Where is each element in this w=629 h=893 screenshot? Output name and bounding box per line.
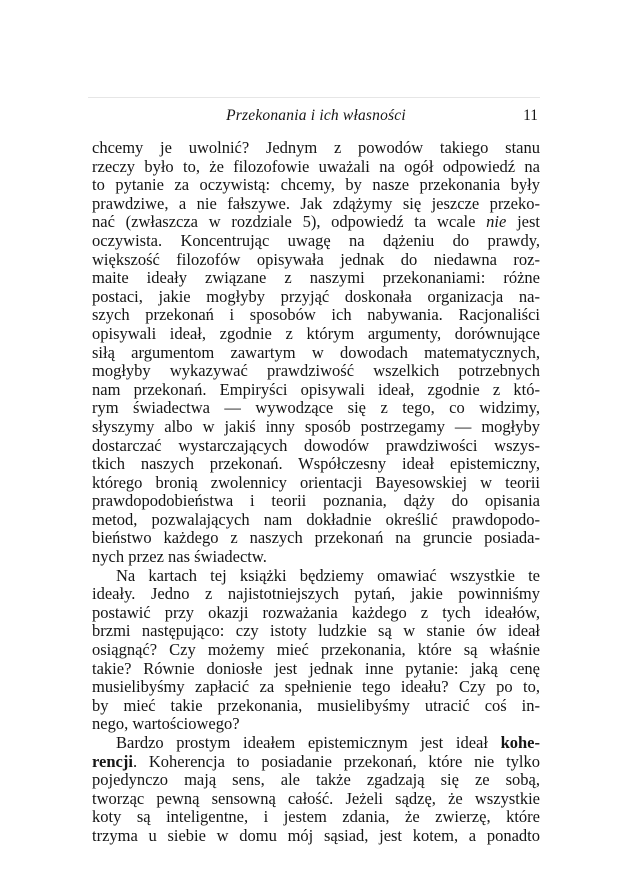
text-line: osiągnąć? Czy możemy mieć przekonania, które są właśnie — [92, 640, 540, 660]
text-line: maite ideały związane z naszymi przekonaniami: różne — [92, 268, 540, 288]
text-line: rzeczy było to, że filozofowie uważali na ogół odpowiedź na — [92, 156, 540, 176]
text-line: opisywali ideał, zgodnie z którym argumenty, dorównujące — [92, 323, 540, 343]
italic-word: nie — [486, 212, 507, 232]
text-line — [92, 734, 540, 753]
text-line: musielibyśmy zapłacić za spełnienie tego ideału? Czy po to, — [92, 677, 540, 697]
text-line: rym świadectwa — wywodzące się z tego, co widzimy, — [92, 398, 540, 418]
scan-artifact-line — [88, 97, 540, 98]
text-line: metod, pozwalających nam dokładnie określić prawdopodo- — [92, 509, 540, 529]
text-line: nam przekonań. Empiryści opisywali ideał, zgodnie z któ- — [92, 379, 540, 399]
text-line — [92, 213, 540, 232]
text-line: takie? Równie doniosłe jest jednak inne pytanie: jaką cenę — [92, 658, 540, 678]
text-line: koty są inteligentne, i jestem zdania, że zwierzę, które — [92, 807, 540, 827]
text-segment: jest — [506, 212, 540, 232]
text-line: prawdziwe, a nie fałszywe. Jak zdążymy się jeszcze przeko- — [92, 193, 540, 213]
page-number: 11 — [523, 107, 538, 124]
text-line: siłą argumentom zawartym w dowodach matematycznych, — [92, 342, 540, 362]
text-line: chcemy je uwolnić? Jednym z powodów takiego stanu — [92, 138, 540, 157]
text-line: dostarczać wystarczających dowodów prawdziwości wszys- — [92, 435, 540, 455]
text-line: ideały. Jedno z najistotniejszych pytań, jakie powinniśmy — [92, 584, 540, 604]
page-body — [92, 139, 540, 846]
page-header — [92, 107, 540, 125]
text-line: większość filozofów opisywała jednak do niedawna roz- — [92, 249, 540, 269]
text-line: prawdopodobieństwa i teorii poznania, dąży do opisania — [92, 491, 540, 511]
text-line: tkich naszych przekonań. Współczesny ideał epistemiczny, — [92, 454, 540, 474]
text-line: mogłyby wykazywać prawdziwość wszelkich potrzebnych — [92, 361, 540, 381]
text-line: którego bronią zwolennicy orientacji Bayesowskiej w teorii — [92, 472, 540, 492]
paragraph — [92, 734, 540, 846]
text-segment: . Koherencja to posiadanie przekonań, które nie tylko — [132, 751, 540, 771]
text-line: postaci, jakie mogłyby przyjąć doskonała organizacja na- — [92, 286, 540, 306]
running-head-title: Przekonania i ich własności — [226, 107, 406, 124]
text-line: bieństwo każdego z naszych przekonań na gruncie posiada- — [92, 528, 540, 548]
bold-term: kohe- — [500, 733, 540, 752]
text-line: brzmi następująco: czy istoty ludzkie są w stanie ów ideał — [92, 621, 540, 641]
text-line: tworząc pewną sensowną całość. Jeżeli sądzę, że wszystkie — [92, 788, 540, 808]
text-segment: nać (zwłaszcza w rozdziale 5), odpowiedź ta wcale — [92, 212, 487, 232]
text-line: słyszymy albo w jakiś inny sposób postrzegamy — mogłyby — [92, 416, 540, 436]
text-line: nego, wartościowego? — [92, 714, 240, 734]
bold-term: rencji — [92, 751, 133, 771]
text-segment: Bardzo prostym ideałem epistemicznym jest ideał — [116, 733, 501, 752]
text-line: by mieć takie przekonania, musielibyśmy utracić coś in- — [92, 695, 540, 715]
paragraph — [92, 567, 540, 734]
text-line: to pytanie za oczywistą: chcemy, by nasze przekonania były — [92, 175, 540, 195]
text-line — [92, 753, 540, 772]
text-line: Na kartach tej książki będziemy omawiać wszystkie te — [116, 565, 540, 585]
text-line: nych przez nas świadectw. — [92, 547, 267, 567]
text-line: szych przekonań i sposobów ich nabywania. Racjonaliści — [92, 305, 540, 325]
text-line: pojedynczo mają sens, ale także zgadzają się ze sobą, — [92, 770, 540, 790]
text-line: postawić przy okazji rozważania każdego z tych ideałów, — [92, 602, 540, 622]
text-line: trzyma u siebie w domu mój sąsiad, jest kotem, a ponadto — [92, 825, 540, 845]
text-line: oczywista. Koncentrując uwagę na dążeniu do prawdy, — [92, 230, 540, 250]
paragraph — [92, 139, 540, 567]
